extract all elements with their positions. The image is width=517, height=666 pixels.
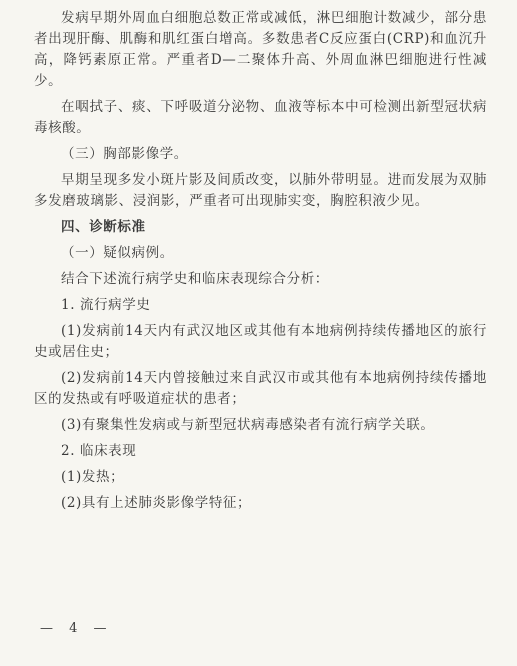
- list-item-imaging-features: (2)具有上述肺炎影像学特征；: [61, 495, 252, 511]
- subheading-epidemiological-history: 1. 流行病学史: [61, 297, 151, 313]
- list-item-contact-history: (2)发病前14天内曾接触过来自武汉市或其他有本地病例持续传播地区的发热或有呼吸道症状的患者；: [34, 370, 487, 407]
- paragraph-combined-analysis: 结合下述流行病学史和临床表现综合分析：: [61, 271, 329, 287]
- paragraph-imaging-findings: 早期呈现多发小斑片影及间质改变，以肺外带明显。进而发展为双肺多发磨玻璃影、浸润影，严重者可出现肺实变，胸腔积液少见。: [34, 172, 487, 209]
- paragraph-lab-findings: 发病早期外周血白细胞总数正常或减低，淋巴细胞计数减少，部分患者出现肝酶、肌酶和肌红蛋白增高。多数患者C反应蛋白(CRP)和血沉升高，降钙素原正常。严重者D—二聚体升高、外周血淋巴细胞进行性减少。: [34, 10, 487, 89]
- paragraph-nucleic-acid: 在咽拭子、痰、下呼吸道分泌物、血液等标本中可检测出新型冠状病毒核酸。: [34, 99, 487, 136]
- list-item-travel-history: (1)发病前14天内有武汉地区或其他有本地病例持续传播地区的旅行史或居住史；: [34, 323, 487, 360]
- body-text: [34, 8, 487, 514]
- page-number: — 4 —: [40, 621, 113, 636]
- list-item-cluster-onset: (3)有聚集性发病或与新型冠状病毒感染者有流行病学关联。: [61, 417, 435, 433]
- subheading-clinical-manifestations: 2. 临床表现: [61, 443, 137, 459]
- list-item-fever: (1)发热；: [61, 469, 125, 485]
- subheading-chest-imaging: （三）胸部影像学。: [61, 146, 188, 162]
- subheading-suspected-cases: （一）疑似病例。: [61, 245, 174, 261]
- section-heading-diagnostic-criteria: 四、诊断标准: [61, 219, 146, 235]
